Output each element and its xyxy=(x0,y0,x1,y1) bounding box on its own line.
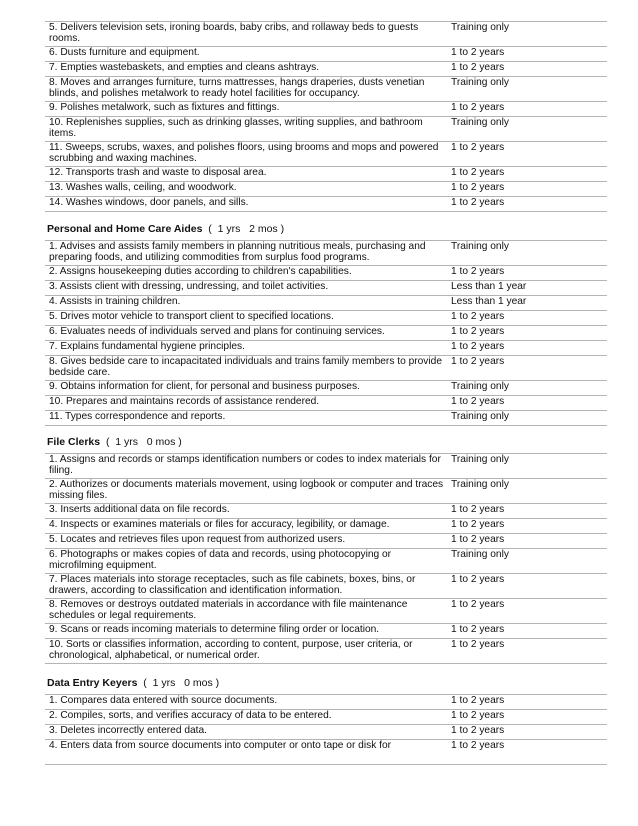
task-text: 2. Assigns housekeeping duties according to children's capabilities. xyxy=(45,266,445,281)
task-duration: 1 to 2 years xyxy=(445,182,607,197)
task-text: 13. Washes walls, ceiling, and woodwork. xyxy=(45,182,445,197)
experience-duration: ( 1 yrs 0 mos ) xyxy=(100,436,182,448)
task-text: 4. Enters data from source documents into computer or onto tape or disk for xyxy=(45,740,445,765)
task-text: 10. Sorts or classifies information, according to content, purpose, user criteria, or chronological, alphabetical, or numerical order. xyxy=(45,639,445,664)
task-row xyxy=(45,22,607,47)
task-row xyxy=(45,534,607,549)
task-row xyxy=(45,241,607,266)
task-duration: Less than 1 year xyxy=(445,296,607,311)
task-text: 2. Authorizes or documents materials movement, using logbook or computer and traces missing files. xyxy=(45,479,445,504)
task-duration: Training only xyxy=(445,411,607,426)
task-duration: Training only xyxy=(445,241,607,266)
task-text: 12. Transports trash and waste to disposal area. xyxy=(45,167,445,182)
task-duration: 1 to 2 years xyxy=(445,311,607,326)
task-text: 9. Scans or reads incoming materials to determine filing order or location. xyxy=(45,624,445,639)
task-text: 1. Assigns and records or stamps identification numbers or codes to index materials for filing. xyxy=(45,454,445,479)
task-duration: 1 to 2 years xyxy=(445,167,607,182)
occupation-heading xyxy=(47,436,182,448)
occupation-heading xyxy=(47,677,219,689)
task-duration: 1 to 2 years xyxy=(445,710,607,725)
task-duration: Less than 1 year xyxy=(445,281,607,296)
task-row xyxy=(45,47,607,62)
task-duration: Training only xyxy=(445,549,607,574)
task-duration: Training only xyxy=(445,22,607,47)
task-duration: Training only xyxy=(445,479,607,504)
task-text: 8. Removes or destroys outdated materials in accordance with file maintenance schedules or legal requirements. xyxy=(45,599,445,624)
task-text: 3. Inserts additional data on file records. xyxy=(45,504,445,519)
occupation-title: Data Entry Keyers xyxy=(47,677,138,689)
task-row xyxy=(45,102,607,117)
task-row xyxy=(45,182,607,197)
task-row xyxy=(45,411,607,426)
task-table-data-entry-keyers xyxy=(45,694,607,765)
task-row xyxy=(45,311,607,326)
task-row xyxy=(45,725,607,740)
task-text: 6. Dusts furniture and equipment. xyxy=(45,47,445,62)
task-text: 5. Delivers television sets, ironing boards, baby cribs, and rollaway beds to guests rooms. xyxy=(45,22,445,47)
task-text: 8. Moves and arranges furniture, turns mattresses, hangs draperies, dusts venetian blinds, and polishes metalwork to ready hotel facilities for occupancy. xyxy=(45,77,445,102)
occupation-heading xyxy=(47,223,284,235)
task-duration: 1 to 2 years xyxy=(445,624,607,639)
task-duration: 1 to 2 years xyxy=(445,62,607,77)
task-row xyxy=(45,356,607,381)
experience-duration: ( 1 yrs 0 mos ) xyxy=(137,677,220,689)
task-duration: 1 to 2 years xyxy=(445,599,607,624)
task-table-file-clerks xyxy=(45,453,607,664)
task-duration: Training only xyxy=(445,381,607,396)
task-duration: 1 to 2 years xyxy=(445,266,607,281)
task-text: 9. Polishes metalwork, such as fixtures and fittings. xyxy=(45,102,445,117)
task-row xyxy=(45,341,607,356)
task-duration: 1 to 2 years xyxy=(445,326,607,341)
task-text: 6. Photographs or makes copies of data and records, using photocopying or microfilming equipment. xyxy=(45,549,445,574)
task-duration: 1 to 2 years xyxy=(445,102,607,117)
task-text: 2. Compiles, sorts, and verifies accuracy of data to be entered. xyxy=(45,710,445,725)
task-row xyxy=(45,574,607,599)
task-text: 11. Sweeps, scrubs, waxes, and polishes floors, using brooms and mops and powered scrubbing and waxing machines. xyxy=(45,142,445,167)
task-text: 5. Locates and retrieves files upon request from authorized users. xyxy=(45,534,445,549)
task-row xyxy=(45,504,607,519)
task-row xyxy=(45,740,607,765)
task-text: 3. Deletes incorrectly entered data. xyxy=(45,725,445,740)
task-row xyxy=(45,62,607,77)
task-duration: 1 to 2 years xyxy=(445,356,607,381)
task-row xyxy=(45,266,607,281)
task-row xyxy=(45,167,607,182)
task-row xyxy=(45,296,607,311)
task-row xyxy=(45,396,607,411)
occupation-title: Personal and Home Care Aides xyxy=(47,223,203,235)
task-text: 7. Explains fundamental hygiene principles. xyxy=(45,341,445,356)
task-duration: Training only xyxy=(445,454,607,479)
task-duration: 1 to 2 years xyxy=(445,197,607,212)
task-text: 6. Evaluates needs of individuals served and plans for continuing services. xyxy=(45,326,445,341)
task-duration: 1 to 2 years xyxy=(445,725,607,740)
task-row xyxy=(45,519,607,534)
task-row xyxy=(45,197,607,212)
task-row xyxy=(45,326,607,341)
task-text: 14. Washes windows, door panels, and sills. xyxy=(45,197,445,212)
task-duration: Training only xyxy=(445,117,607,142)
task-row xyxy=(45,77,607,102)
task-text: 1. Compares data entered with source documents. xyxy=(45,695,445,710)
task-row xyxy=(45,117,607,142)
task-row xyxy=(45,281,607,296)
task-text: 1. Advises and assists family members in planning nutritious meals, purchasing and preparing foods, and utilizing commodities from surplus food programs. xyxy=(45,241,445,266)
task-table-home-care-aides xyxy=(45,240,607,426)
task-duration: 1 to 2 years xyxy=(445,47,607,62)
task-text: 7. Places materials into storage receptacles, such as file cabinets, boxes, bins, or drawers, according to classification and identification information. xyxy=(45,574,445,599)
task-row xyxy=(45,599,607,624)
experience-duration: ( 1 yrs 2 mos ) xyxy=(202,223,285,235)
task-text: 5. Drives motor vehicle to transport client to specified locations. xyxy=(45,311,445,326)
task-duration: 1 to 2 years xyxy=(445,574,607,599)
occupation-title: File Clerks xyxy=(47,436,101,448)
task-text: 10. Prepares and maintains records of assistance rendered. xyxy=(45,396,445,411)
task-row xyxy=(45,381,607,396)
task-row xyxy=(45,454,607,479)
task-row xyxy=(45,142,607,167)
task-row xyxy=(45,624,607,639)
task-row xyxy=(45,549,607,574)
task-text: 10. Replenishes supplies, such as drinking glasses, writing supplies, and bathroom items. xyxy=(45,117,445,142)
task-text: 3. Assists client with dressing, undressing, and toilet activities. xyxy=(45,281,445,296)
task-duration: 1 to 2 years xyxy=(445,504,607,519)
task-duration: 1 to 2 years xyxy=(445,341,607,356)
task-text: 7. Empties wastebaskets, and empties and cleans ashtrays. xyxy=(45,62,445,77)
task-duration: 1 to 2 years xyxy=(445,519,607,534)
task-text: 4. Assists in training children. xyxy=(45,296,445,311)
task-duration: 1 to 2 years xyxy=(445,534,607,549)
task-duration: 1 to 2 years xyxy=(445,695,607,710)
task-text: 8. Gives bedside care to incapacitated individuals and trains family members to provide bedside care. xyxy=(45,356,445,381)
task-text: 11. Types correspondence and reports. xyxy=(45,411,445,426)
task-row xyxy=(45,710,607,725)
task-duration: 1 to 2 years xyxy=(445,639,607,664)
task-duration: Training only xyxy=(445,77,607,102)
task-text: 9. Obtains information for client, for personal and business purposes. xyxy=(45,381,445,396)
task-row xyxy=(45,639,607,664)
task-duration: 1 to 2 years xyxy=(445,142,607,167)
task-table-continued xyxy=(45,21,607,212)
task-duration: 1 to 2 years xyxy=(445,396,607,411)
task-row xyxy=(45,695,607,710)
task-row xyxy=(45,479,607,504)
task-duration: 1 to 2 years xyxy=(445,740,607,765)
task-text: 4. Inspects or examines materials or files for accuracy, legibility, or damage. xyxy=(45,519,445,534)
